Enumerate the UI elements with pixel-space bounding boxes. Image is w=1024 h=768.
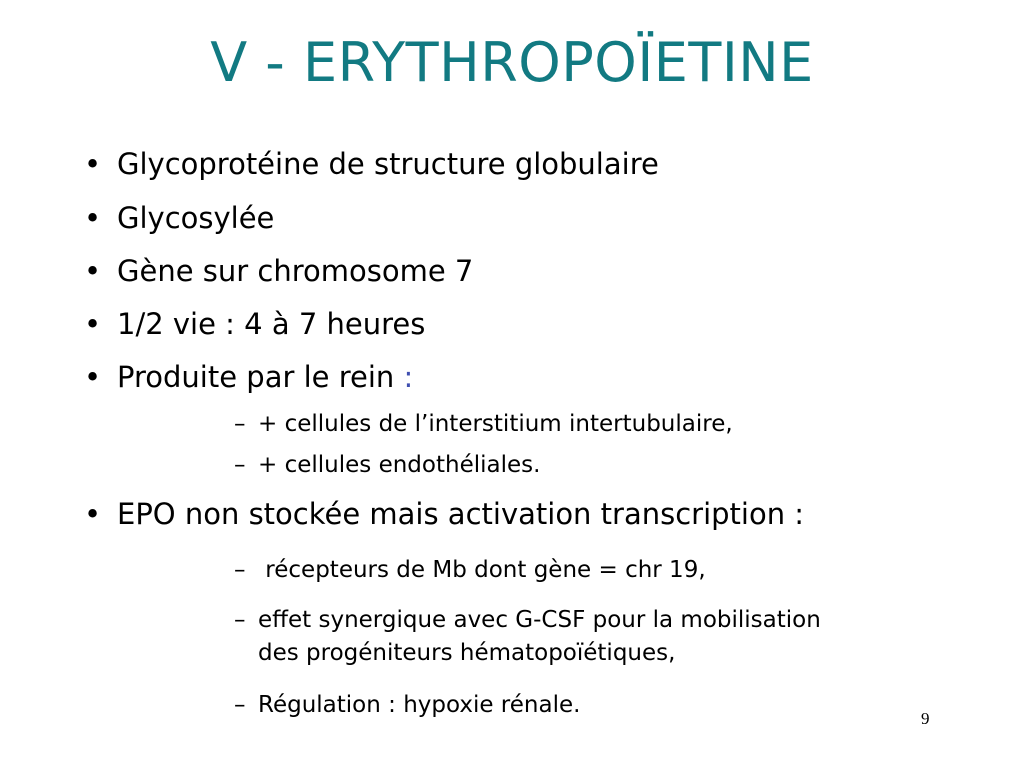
sub-bullet-item: [234, 408, 733, 441]
bullet-item: [84, 146, 659, 182]
sub-bullet-text-continued: des progéniteurs hématopoïétiques,: [258, 640, 676, 666]
sub-bullet-item: [234, 689, 580, 722]
bullet-text: Produite par le rein: [117, 360, 395, 394]
bullet-colon: :: [403, 360, 414, 394]
sub-bullet-text: effet synergique avec G-CSF pour la mobilisation: [258, 607, 821, 633]
sub-bullet-item: [234, 554, 706, 587]
bullet-text: EPO non stockée mais activation transcription :: [117, 497, 805, 531]
dash-icon: –: [234, 557, 246, 583]
dash-icon: –: [234, 452, 246, 478]
bullet-text: Gène sur chromosome 7: [117, 254, 474, 288]
sub-bullet-text: + cellules endothéliales.: [258, 452, 541, 478]
bullet-item: [84, 359, 413, 395]
sub-bullet-item: [234, 449, 540, 482]
bullet-item: [84, 306, 425, 342]
sub-bullet-text: + cellules de l’interstitium intertubulaire,: [258, 411, 733, 437]
bullet-dot-icon: •: [84, 497, 102, 531]
bullet-item: [84, 496, 804, 532]
bullet-text: Glycoprotéine de structure globulaire: [117, 147, 659, 181]
dash-icon: –: [234, 607, 246, 633]
bullet-dot-icon: •: [84, 201, 102, 235]
bullet-dot-icon: •: [84, 254, 102, 288]
bullet-dot-icon: •: [84, 307, 102, 341]
slide-title: V - ERYTHROPOÏETINE: [210, 31, 814, 94]
sub-bullet-text: Régulation : hypoxie rénale.: [258, 692, 581, 718]
bullet-item: [84, 253, 473, 289]
sub-bullet-item: [234, 604, 821, 670]
bullet-item: [84, 200, 274, 236]
bullet-dot-icon: •: [84, 360, 102, 394]
bullet-text: Glycosylée: [117, 201, 275, 235]
dash-icon: –: [234, 692, 246, 718]
sub-bullet-text: récepteurs de Mb dont gène = chr 19,: [258, 557, 706, 583]
page-number: 9: [921, 709, 930, 728]
dash-icon: –: [234, 411, 246, 437]
bullet-text: 1/2 vie : 4 à 7 heures: [117, 307, 426, 341]
bullet-dot-icon: •: [84, 147, 102, 181]
